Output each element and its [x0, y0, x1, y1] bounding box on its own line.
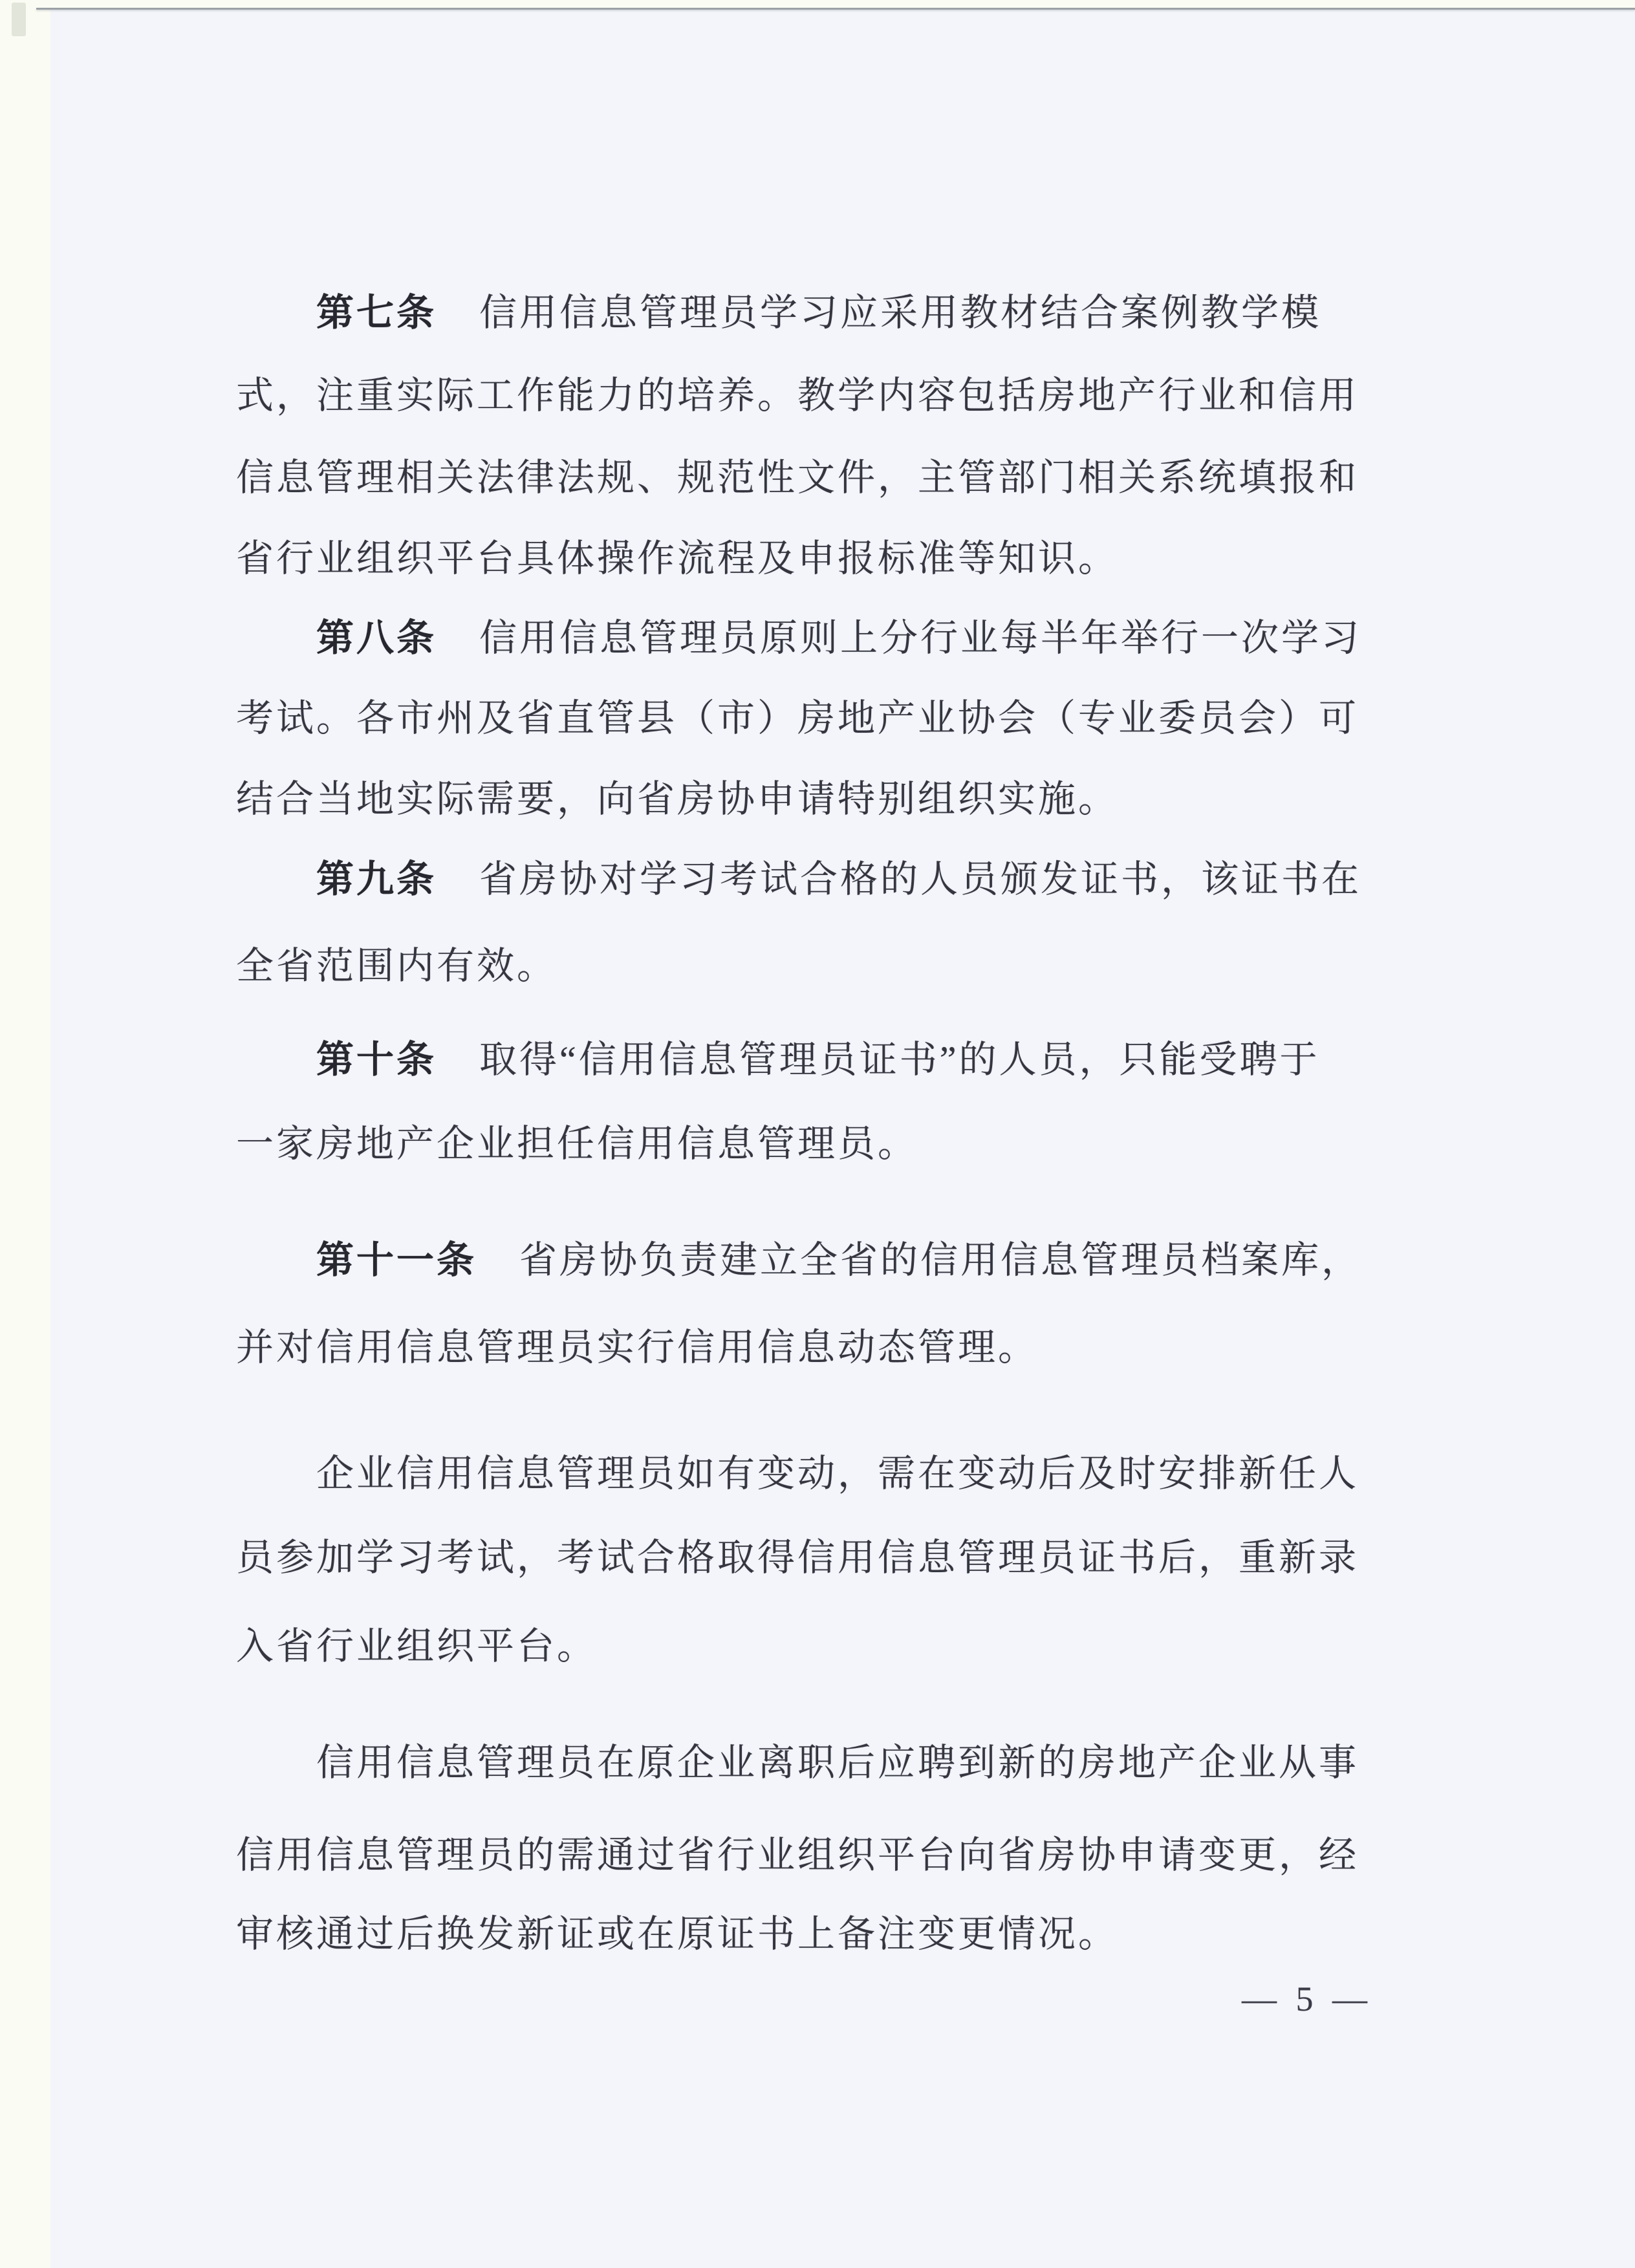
text-line: [236, 1239, 1545, 1282]
line-text: 入省行业组织平台。: [236, 1625, 598, 1667]
line-text: 信息管理相关法律法规、规范性文件，主管部门相关系统填报和: [236, 457, 1359, 499]
line-text: 考试。各市州及省直管县（市）房地产业协会（专业委员会）可: [236, 697, 1359, 739]
line-text: 全省范围内有效。: [236, 945, 558, 987]
line-text: 信用信息管理员原则上分行业每半年举行一次学习: [479, 617, 1362, 659]
line-text: 一家房地产企业担任信用信息管理员。: [236, 1123, 918, 1165]
line-text: 取得“信用信息管理员证书”的人员，只能受聘于: [479, 1039, 1320, 1081]
text-line: [236, 945, 1465, 988]
line-text: 信用信息管理员在原企业离职后应聘到新的房地产企业从事: [316, 1742, 1359, 1784]
line-text: 式，注重实际工作能力的培养。教学内容包括房地产行业和信用: [236, 374, 1359, 416]
line-text: 并对信用信息管理员实行信用信息动态管理。: [236, 1326, 1039, 1368]
text-line: [236, 537, 1465, 580]
line-text: 信用信息管理员的需通过省行业组织平台向省房协申请变更，经: [236, 1834, 1359, 1876]
line-text: 省行业组织平台具体操作流程及申报标准等知识。: [236, 537, 1119, 579]
page-number: — 5 —: [1242, 1980, 1372, 2018]
text-line: [236, 1913, 1465, 1956]
line-text: 企业信用信息管理员如有变动，需在变动后及时安排新任人: [316, 1453, 1359, 1495]
text-line: [236, 1537, 1465, 1579]
text-line: [236, 1625, 1465, 1668]
text-line: [236, 697, 1465, 740]
article-number: 第八条: [316, 617, 437, 659]
line-text: 省房协负责建立全省的信用信息管理员档案库，: [519, 1239, 1362, 1281]
text-line: [236, 778, 1465, 821]
text-line: [236, 1326, 1465, 1369]
article-number: 第十条: [316, 1039, 437, 1081]
text-line: [236, 858, 1545, 901]
text-line: [236, 292, 1545, 334]
line-text: 省房协对学习考试合格的人员颁发证书，该证书在: [479, 858, 1362, 900]
text-line: [236, 1453, 1545, 1495]
text-line: [236, 374, 1465, 417]
text-line: [236, 1039, 1545, 1081]
text-line: [236, 1834, 1465, 1877]
article-number: 第七条: [316, 292, 437, 334]
article-number: 第十一条: [316, 1239, 477, 1281]
text-line: [236, 457, 1465, 499]
text-line: [236, 1123, 1465, 1165]
line-text: 员参加学习考试，考试合格取得信用信息管理员证书后，重新录: [236, 1537, 1359, 1579]
text-line: [236, 617, 1545, 660]
article-number: 第九条: [316, 858, 437, 900]
line-text: 信用信息管理员学习应采用教材结合案例教学模: [479, 292, 1322, 334]
line-text: 结合当地实际需要，向省房协申请特别组织实施。: [236, 778, 1119, 820]
text-line: [236, 1742, 1545, 1784]
line-text: 审核通过后换发新证或在原证书上备注变更情况。: [236, 1913, 1119, 1955]
